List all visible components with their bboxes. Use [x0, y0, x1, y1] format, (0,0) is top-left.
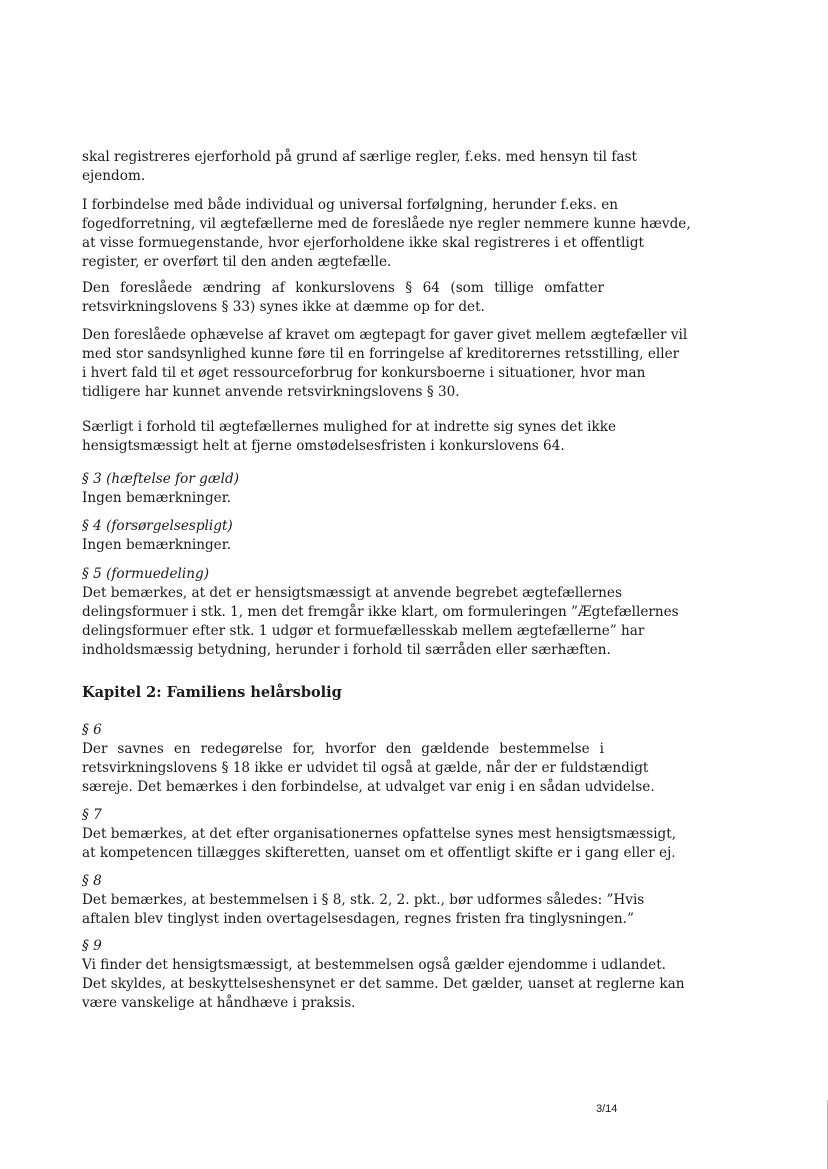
text-line: ejendom.	[82, 168, 146, 184]
text-line: skal registreres ejerforhold på grund af særlige regler, f.eks. med hensyn til fast	[82, 149, 637, 165]
section-heading: § 8	[82, 873, 102, 889]
text-line: Vi finder det hensigtsmæssigt, at bestemmelsen også gælder ejendomme i udlandet.	[82, 957, 666, 973]
text-line: Der savnes en redegørelse for, hvorfor den gældende bestemmelse i	[82, 741, 604, 757]
section-5	[82, 565, 679, 660]
text-line: fogedforretning, vil ægtefællerne med de foreslåede nye regler nemmere kunne hævde,	[82, 216, 691, 232]
section-heading: § 3 (hæftelse for gæld)	[82, 471, 240, 487]
text-line: retsvirkningslovens § 33) synes ikke at dæmme op for det.	[82, 299, 485, 315]
text-line: være vanskelige at håndhæve i praksis.	[82, 995, 356, 1011]
text-line: Det skyldes, at beskyttelseshensynet er det samme. Det gælder, uanset at reglerne kan	[82, 976, 685, 992]
text-line: Det bemærkes, at det efter organisationernes opfattelse synes mest hensigtsmæssigt,	[82, 826, 677, 842]
section-heading: § 9	[82, 938, 102, 954]
paragraph	[82, 196, 691, 272]
text-line: register, er overført til den anden ægtefælle.	[82, 254, 392, 270]
text-line: Det bemærkes, at det er hensigtsmæssigt at anvende begrebet ægtefællernes	[82, 585, 622, 601]
text-line: aftalen blev tinglyst inden overtagelsesdagen, regnes fristen fra tinglysningen.”	[82, 911, 634, 927]
paragraph	[82, 279, 604, 317]
page-number: 3/14	[596, 1103, 618, 1115]
section-9	[82, 937, 685, 1013]
text-line: delingsformuer efter stk. 1 udgør et formuefællesskab mellem ægtefællerne” har	[82, 623, 645, 639]
section-heading: § 5 (formuedeling)	[82, 566, 209, 582]
text-line: at kompetencen tillægges skifteretten, uanset om et offentligt skifte er i gang eller ej.	[82, 845, 676, 861]
text-line: at visse formuegenstande, hvor ejerforholdene ikke skal registreres i et offentligt	[82, 235, 644, 251]
section-heading: § 6	[82, 722, 102, 738]
text-line: indholdsmæssig betydning, herunder i forhold til særråden eller særhæften.	[82, 642, 611, 658]
text-line: Ingen bemærkninger.	[82, 537, 232, 553]
text-line: hensigtsmæssigt helt at fjerne omstødelsesfristen i konkurslovens 64.	[82, 438, 565, 454]
section-4	[82, 517, 604, 555]
text-line: I forbindelse med både individual og universal forfølgning, herunder f.eks. en	[82, 197, 619, 213]
text-line: delingsformuer i stk. 1, men det fremgår ikke klart, om formuleringen ”Ægtefællernes	[82, 604, 679, 620]
text-line: med stor sandsynlighed kunne føre til en forringelse af kreditorernes retsstilling, eller	[82, 346, 680, 362]
chapter-title: Kapitel 2: Familiens helårsbolig	[82, 684, 342, 701]
text-line: særeje. Det bemærkes i den forbindelse, at udvalget var enig i en sådan udvidelse.	[82, 779, 655, 795]
text-line: Den foreslåede ophævelse af kravet om ægtepagt for gaver givet mellem ægtefæller vil	[82, 327, 688, 343]
section-heading: § 7	[82, 807, 102, 823]
section-heading: § 4 (forsørgelsespligt)	[82, 518, 233, 534]
text-line: Særligt i forhold til ægtefællernes mulighed for at indrette sig synes det ikke	[82, 419, 616, 435]
section-7	[82, 806, 677, 863]
paragraph	[82, 418, 616, 456]
text-line: Ingen bemærkninger.	[82, 490, 232, 506]
section-8	[82, 872, 645, 929]
paragraph	[82, 148, 637, 186]
text-line: i hvert fald til et øget ressourceforbrug for konkursboerne i situationer, hvor man	[82, 365, 646, 381]
section-3	[82, 470, 604, 508]
paragraph	[82, 326, 688, 402]
text-line: Den foreslåede ændring af konkurslovens § 64 (som tillige omfatter	[82, 280, 604, 296]
text-line: retsvirkningslovens § 18 ikke er udvidet til også at gælde, når der er fuldstændigt	[82, 760, 649, 776]
section-6	[82, 721, 655, 797]
text-line: tidligere har kunnet anvende retsvirkningslovens § 30.	[82, 384, 460, 400]
text-line: Det bemærkes, at bestemmelsen i § 8, stk. 2, 2. pkt., bør udformes således: ”Hvis	[82, 892, 645, 908]
